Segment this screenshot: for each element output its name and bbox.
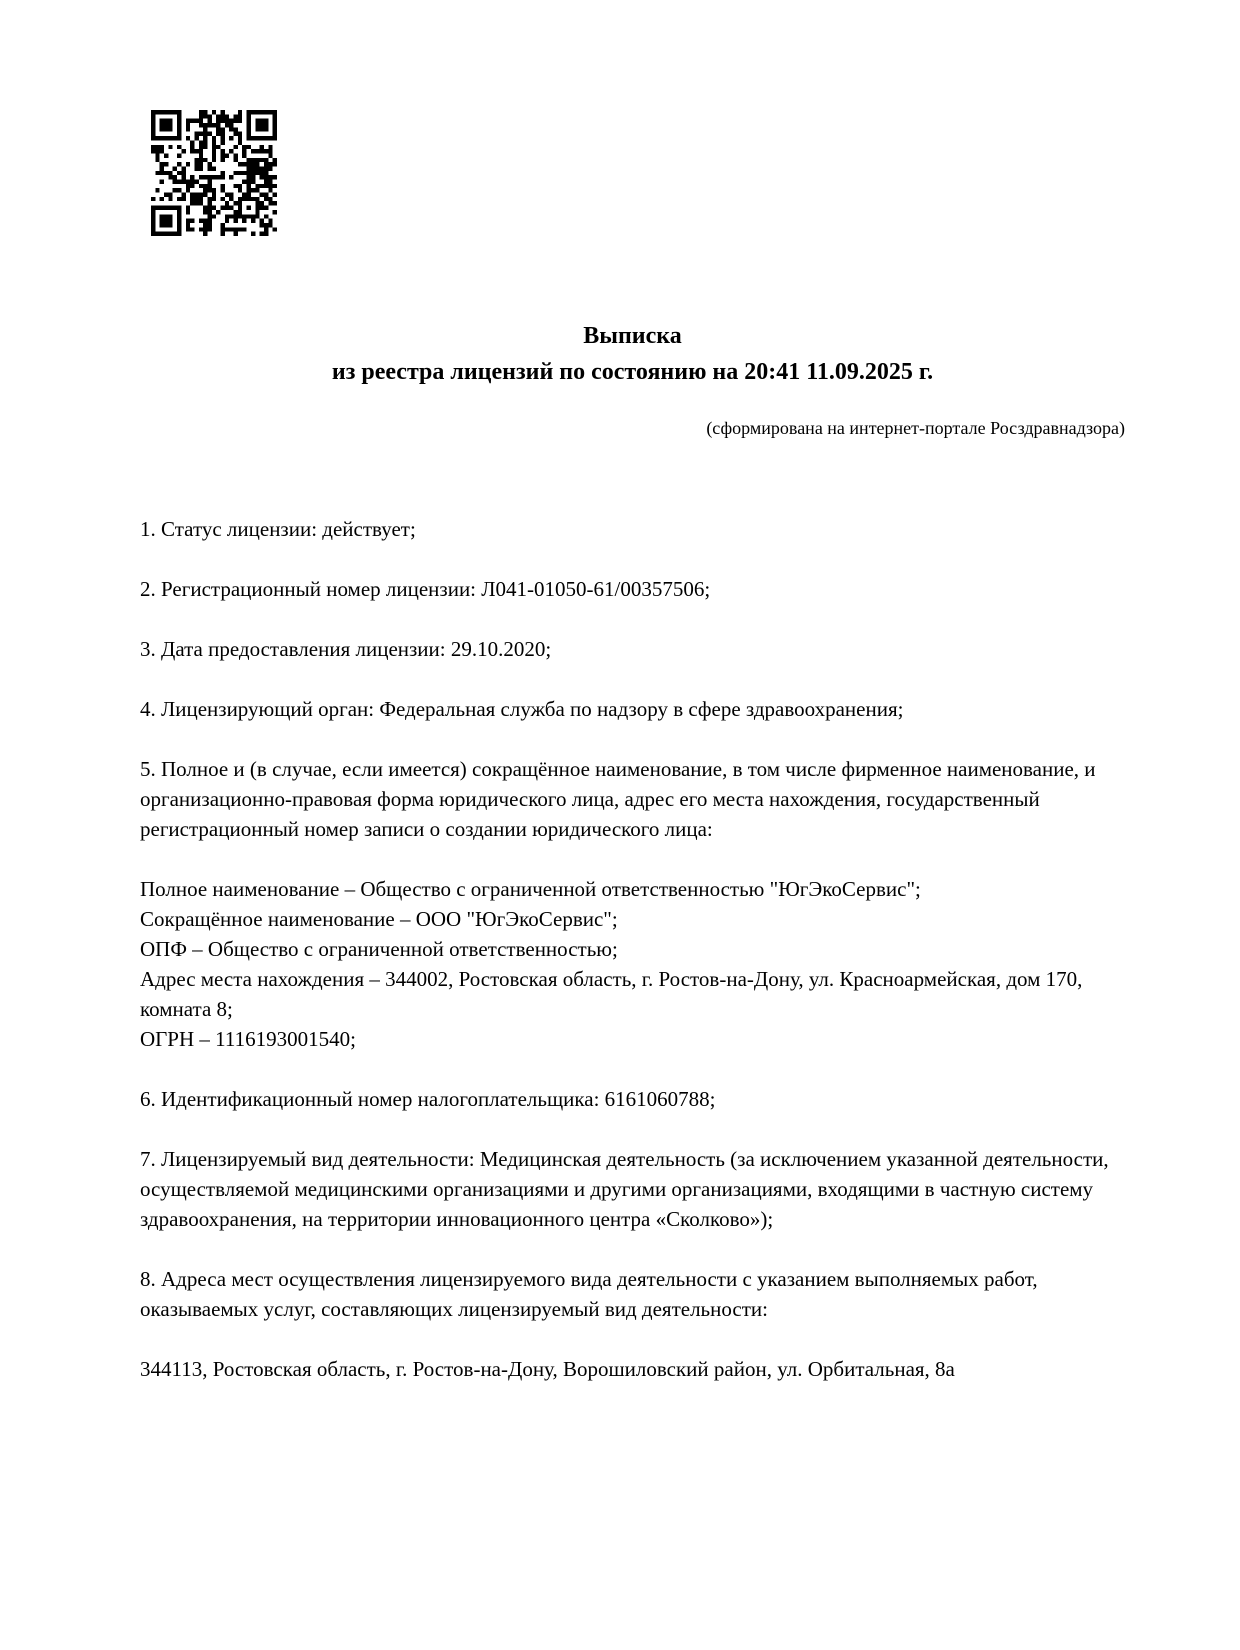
company-address: Адрес места нахождения – 344002, Ростовская область, г. Ростов-на-Дону, ул. Красноармейская, дом 170, комната 8;: [140, 967, 1083, 1021]
document-title: [140, 0, 1125, 390]
qr-code-icon: [151, 110, 277, 236]
company-ogrn: ОГРН – 1116193001540;: [140, 1027, 356, 1051]
document-subtitle: (сформирована на интернет-портале Росздравнадзора): [706, 418, 1125, 438]
paragraph-grant-date: 3. Дата предоставления лицензии: 29.10.2020;: [140, 637, 552, 661]
paragraph-inn: 6. Идентификационный номер налогоплательщика: 6161060788;: [140, 1087, 716, 1111]
paragraph-item5-intro: 5. Полное и (в случае, если имеется) сокращённое наименование, в том числе фирменное наименование, и организационно-правовая форма юридического лица, адрес его места нахождения, государственный регистрационный номер записи о создании юридического лица:: [140, 757, 1096, 841]
document-body: [140, 514, 1125, 1384]
company-short-name: Сокращённое наименование – ООО "ЮгЭкоСервис";: [140, 907, 618, 931]
company-opf: ОПФ – Общество с ограниченной ответственностью;: [140, 937, 618, 961]
paragraph-registration-number: 2. Регистрационный номер лицензии: Л041-01050-61/00357506;: [140, 577, 711, 601]
document-title-line2: из реестра лицензий по состоянию на 20:41 11.09.2025 г.: [331, 359, 934, 385]
document-title-line1: Выписка: [583, 323, 682, 349]
company-full-name: Полное наименование – Общество с ограниченной ответственностью "ЮгЭкоСервис";: [140, 877, 921, 901]
paragraph-licensing-authority: 4. Лицензирующий орган: Федеральная служба по надзору в сфере здравоохранения;: [140, 697, 904, 721]
paragraph-license-status: 1. Статус лицензии: действует;: [140, 517, 416, 541]
paragraph-work-address: 344113, Ростовская область, г. Ростов-на-Дону, Ворошиловский район, ул. Орбитальная, 8а: [140, 1357, 955, 1381]
paragraph-item8-intro: 8. Адреса мест осуществления лицензируемого вида деятельности с указанием выполняемых работ, оказываемых услуг, составляющих лицензируемый вид деятельности:: [140, 1267, 1038, 1321]
paragraph-licensed-activity: 7. Лицензируемый вид деятельности: Медицинская деятельность (за исключением указанной деятельности, осуществляемой медицинскими организациями и другими организациями, входящими в частную систему здравоохранения, на территории инновационного центра «Сколково»);: [140, 1147, 1109, 1231]
